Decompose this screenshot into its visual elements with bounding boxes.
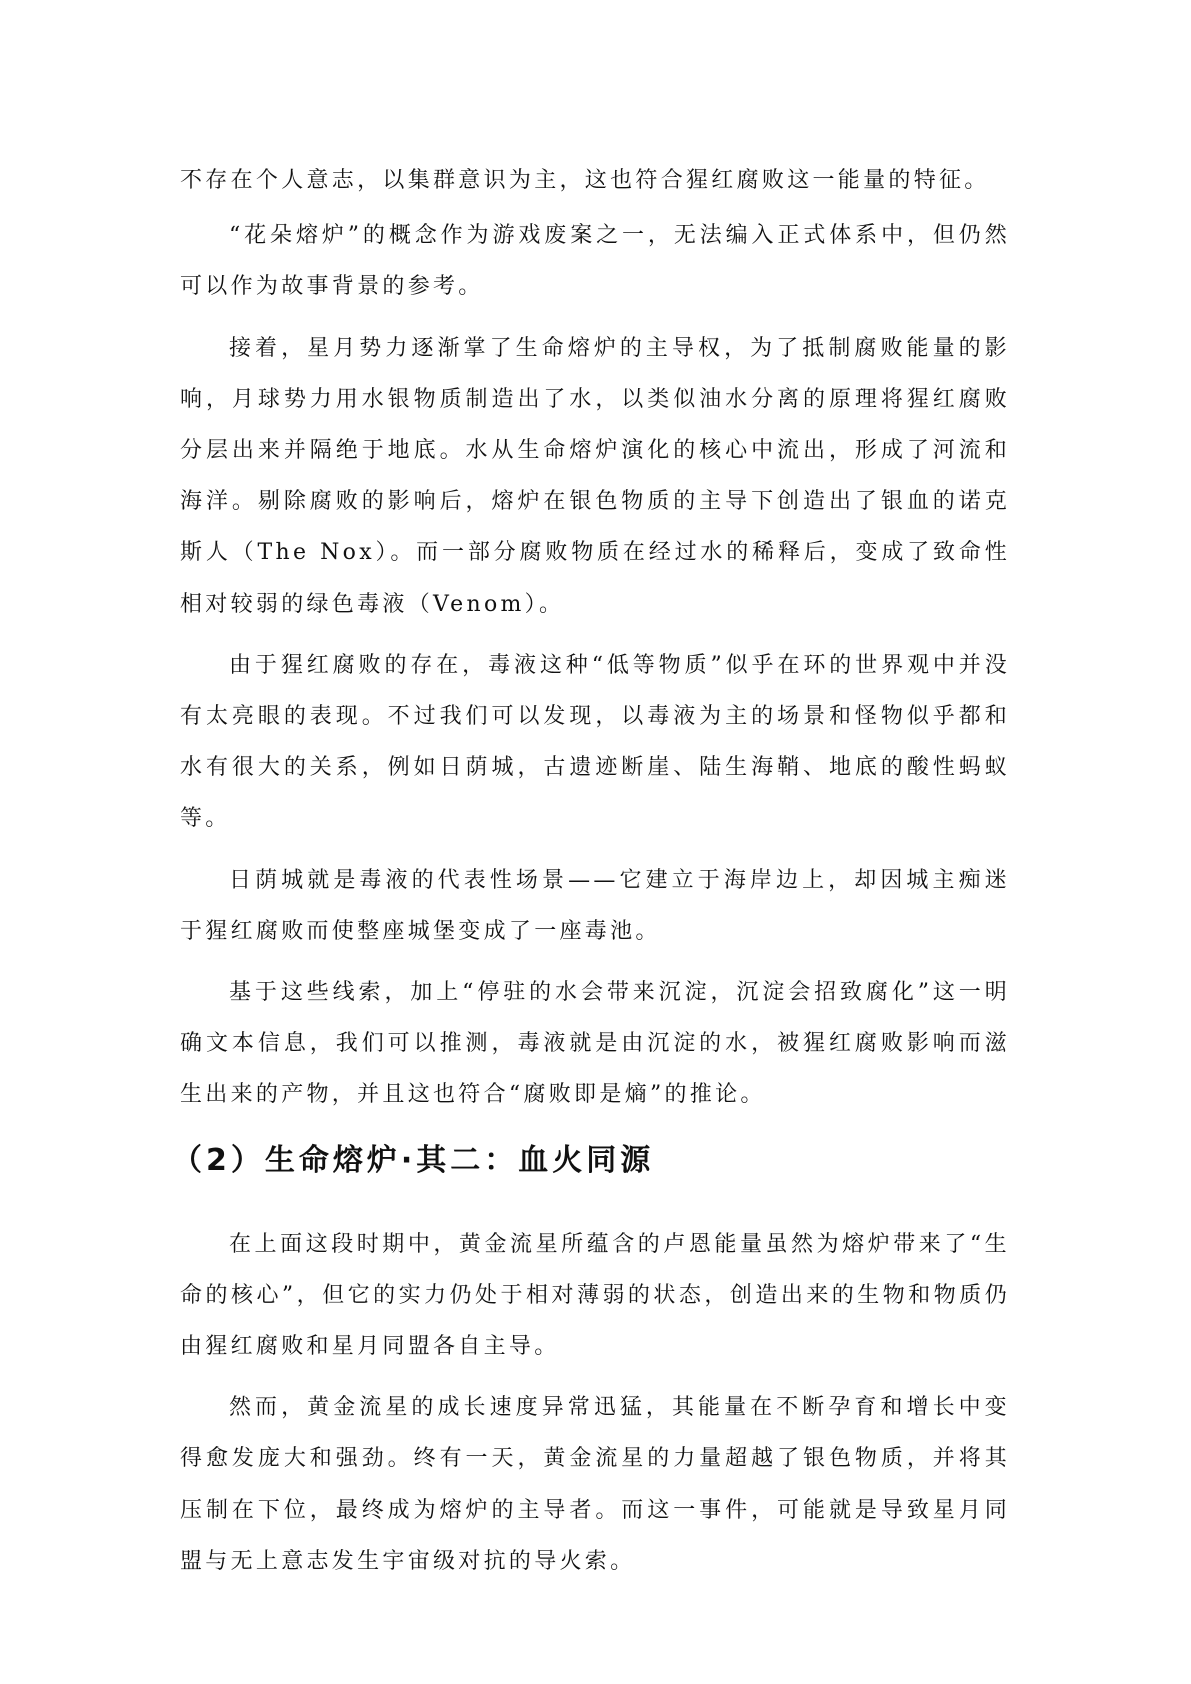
paragraph-venom-water: 由于猩红腐败的存在，毒液这种“低等物质”似乎在环的世界观中并没有太亮眼的表现。不过我们可以发现，以毒液为主的场景和怪物似乎都和水有很大的关系，例如日荫城，古遗迹断崖、陆生海鞘、地底的酸性蚂蚁等。 — [180, 652, 1010, 832]
document-body — [172, 155, 1010, 1597]
paragraph-continuation: 不存在个人意志，以集群意识为主，这也符合猩红腐败这一能量的特征。 — [180, 168, 990, 193]
section-heading: （2）生命熔炉·其二：血火同源 — [172, 1142, 655, 1178]
paragraph-shaded-castle: 日荫城就是毒液的代表性场景——它建立于海岸边上，却因城主痴迷于猩红腐败而使整座城堡变成了一座毒池。 — [180, 867, 1010, 944]
paragraph-flower-furnace: “花朵熔炉”的概念作为游戏废案之一，无法编入正式体系中，但仍然可以作为故事背景的参考。 — [180, 223, 1010, 300]
paragraph-golden-meteor-core: 在上面这段时期中，黄金流星所蕴含的卢恩能量虽然为熔炉带来了“生命的核心”，但它的实力仍处于相对薄弱的状态，创造出来的生物和物质仍由猩红腐败和星月同盟各自主导。 — [180, 1231, 1010, 1360]
paragraph-golden-meteor-rise: 然而，黄金流星的成长速度异常迅猛，其能量在不断孕育和增长中变得愈发庞大和强劲。终有一天，黄金流星的力量超越了银色物质，并将其压制在下位，最终成为熔炉的主导者。而这一事件，可能就是导致星月同盟与无上意志发生宇宙级对抗的导火索。 — [180, 1395, 1010, 1574]
paragraph-venom-inference: 基于这些线索，加上“停驻的水会带来沉淀，沉淀会招致腐化”这一明确文本信息，我们可以推测，毒液就是由沉淀的水，被猩红腐败影响而滋生出来的产物，并且这也符合“腐败即是熵”的推论。 — [180, 980, 1010, 1108]
paragraph-star-moon-power: 接着，星月势力逐渐掌了生命熔炉的主导权，为了抵制腐败能量的影响，月球势力用水银物质制造出了水，以类似油水分离的原理将猩红腐败分层出来并隔绝于地底。水从生命熔炉演化的核心中流出，形成了河流和海洋。剔除腐败的影响后，熔炉在银色物质的主导下创造出了银血的诺克斯人（The Nox）。而一部分腐败物质在经过水的稀释后，变成了致命性相对较弱的绿色毒液（Venom）。 — [180, 335, 1010, 617]
